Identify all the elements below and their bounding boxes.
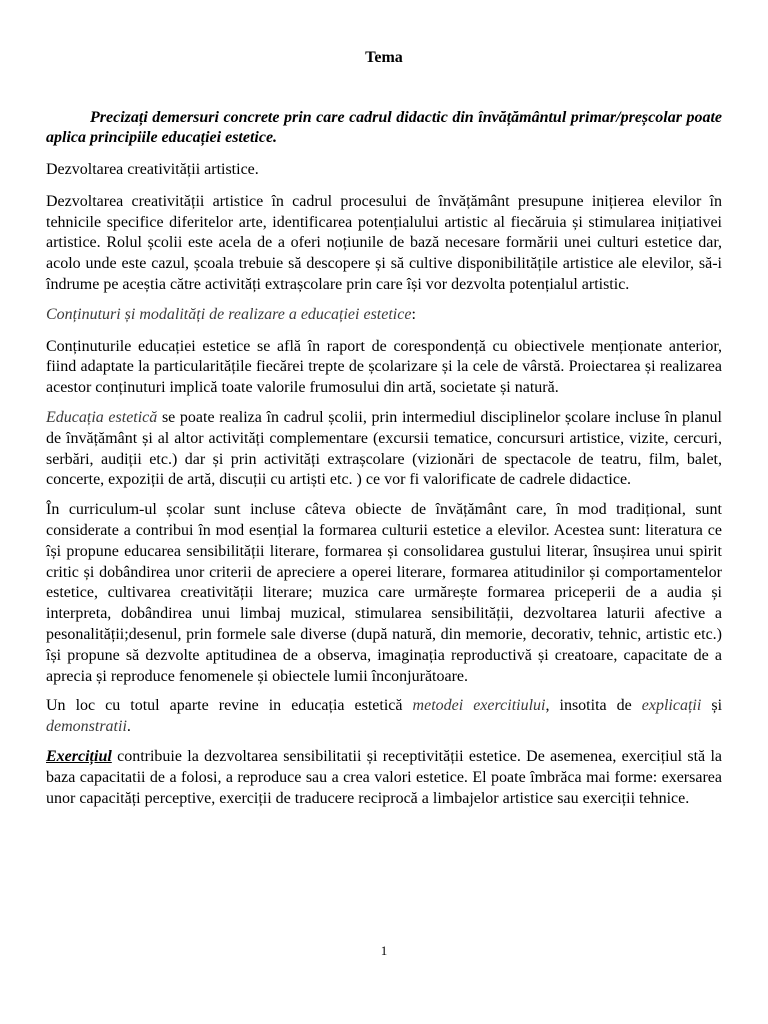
method-text-c: , insotita de — [545, 697, 642, 715]
paragraph-exercise-method — [46, 696, 722, 738]
method-text-e: și — [701, 697, 723, 715]
subheading-contents — [46, 305, 722, 326]
demonstrations-emphasis: demonstratii — [46, 718, 127, 736]
paragraph-creativity: Dezvoltarea creativității artistice în cadrul procesului de învățământ presupune inițierea elevilor în tehnicile specifice diferitelor arte, identificarea potențialului artistic al fiecăruia și stimularea inițiativei artistice. Rolul școlii este acela de a oferi noțiunile de bază necesare formării unei culturi estetice dar, acolo unde este cazul, școala trebuie să descopere și să cultive disponibilitățile artistice ale elevilor, să-i îndrume pe aceștia către activități extrașcolare prin care își vor dezvolta potențialul artistic. — [46, 192, 722, 293]
aesthetic-education-lead: Educația estetică — [46, 408, 158, 426]
paragraph-aesthetic-education — [46, 408, 722, 491]
page-number: 1 — [380, 943, 388, 958]
paragraph-contents: Conținuturile educației estetice se află în raport de corespondență cu obiectivele menționate anterior, fiind adaptate la particularitățile fiecărei trepte de școlarizare și la cele de vârstă. Proiectarea și realizarea acestor conținuturi implică toate valorile frumosului din artă, societate și natură. — [46, 337, 722, 397]
paragraph-curriculum: În curriculum-ul școlar sunt incluse câteva obiecte de învățământ care, în mod tradițional, sunt considerate a contribui în mod esențial la formarea culturii estetice a elevilor. Acestea sunt: literatura ce își propune educarea sensibilității literare, formarea și consolidarea gustului literar, însușirea unui spirit critic și dobândirea unor criterii de apreciere a operei literare, formarea atitudinilor și comportamentelor estetice, cultivarea creativității literare; muzica care urmărește formarea priceperii de a audia și interpreta, dobândirea unui limbaj muzical, stimularea sensibilității, dezvoltarea laturii afective a pesonalității;desenul, prin formele sale diverse (după natură, din memorie, decorativ, tehnic, artistic etc.) își propune să dezvolte aptitudinea de a observa, imaginația reproductivă și creatoare, capacitate de a aprecia și reproduce fenomenele și obiectele lumii înconjurătoare. — [46, 501, 722, 685]
section-heading: Dezvoltarea creativității artistice. — [46, 161, 259, 178]
exercise-text: contribuie la dezvoltarea sensibilitatii și receptivității estetice. De asemenea, exercițiul stă la baza capacitatii de a folosi, a reproduce sau a crea valori estetice. El poate îmbrăca mai forme: exersarea unor capacități perceptive, exerciții de traducere reciprocă a limbajelor artistice sau exerciții tehnice. — [46, 747, 722, 807]
method-emphasis: metodei exercitiului — [412, 697, 546, 715]
method-text-a: Un loc cu totul aparte revine in educația estetică — [46, 697, 413, 715]
subheading-text: Conținuturi și modalități de realizare a educației estetice — [46, 305, 412, 323]
aesthetic-education-text: se poate realiza în cadrul școlii, prin intermediul disciplinelor școlare incluse în planul de învățământ și al altor activități complementare (excursii tematice, concursuri artistice, vizite, cercuri, serbări, audiții etc.) dar și prin activități extrașcolare (vizionări de spectacole de teatru, film, balet, concerte, expoziții de artă, discuții cu artiști etc. ) ce vor fi valorificate de cadrele didactice. — [46, 408, 723, 489]
task-statement: Precizați demersuri concrete prin care cadrul didactic din învățământul primar/preșcolar poate aplica principiile educației estetice. — [46, 109, 722, 146]
document-title: Tema — [365, 49, 403, 66]
subheading-colon: : — [411, 305, 416, 323]
explanations-emphasis: explicații — [641, 697, 702, 715]
paragraph-exercise — [46, 747, 722, 809]
exercise-lead: Exercițiul — [46, 747, 112, 765]
method-text-g: . — [126, 718, 131, 736]
document-body — [46, 160, 722, 818]
